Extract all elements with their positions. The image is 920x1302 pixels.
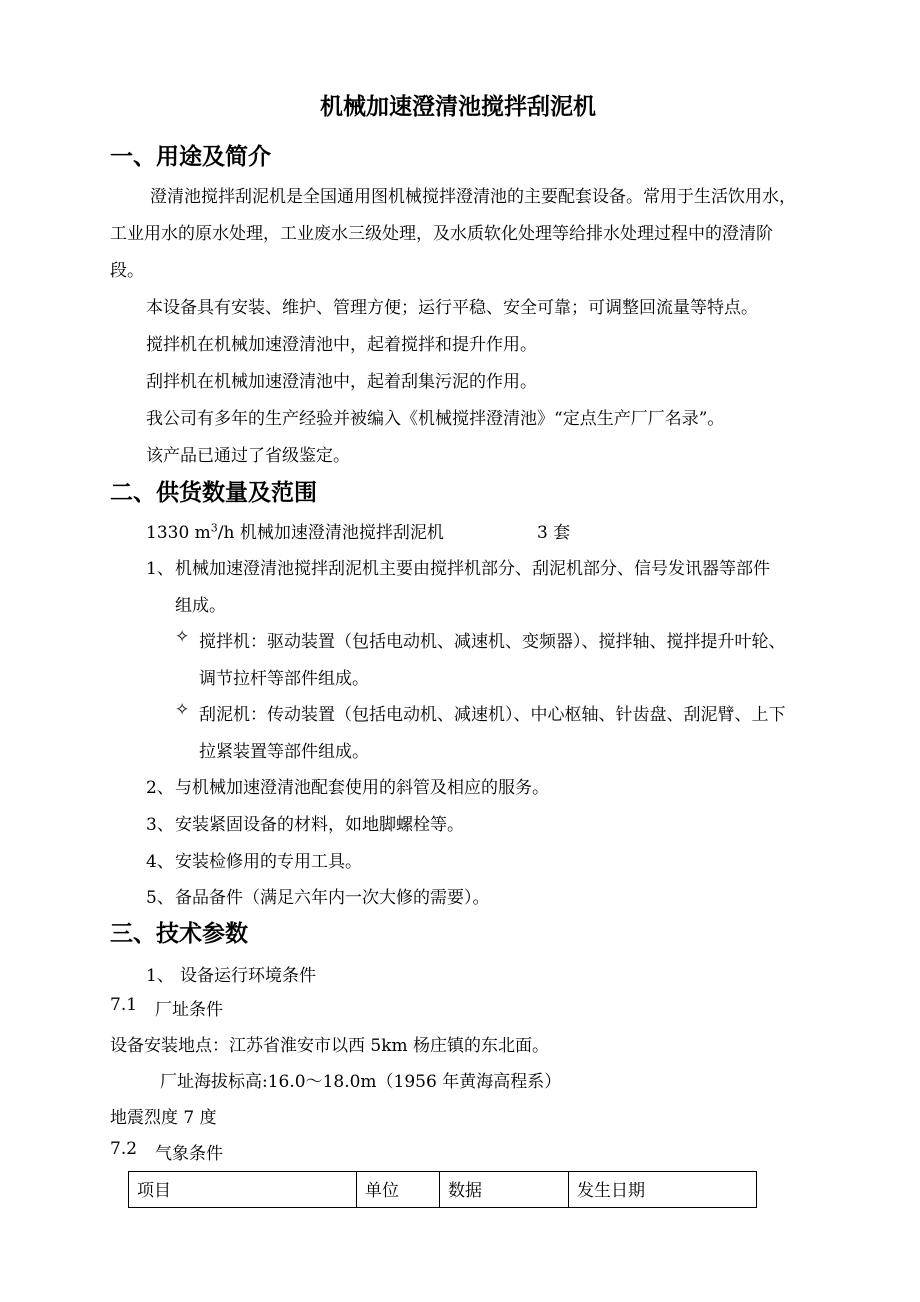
list-item-5: 备品备件（满足六年内一次大修的需要）。	[175, 888, 490, 908]
supply-description: /h 机械加速澄清池搅拌刮泥机	[217, 523, 444, 543]
site-location: 设备安装地点：江苏省淮安市以西 5km 杨庄镇的东北面。	[110, 1036, 550, 1056]
subsection-1-title: 设备运行环境条件	[180, 966, 316, 986]
supply-line	[146, 518, 444, 543]
supply-sets: 3 套	[537, 523, 571, 543]
section-heading-1: 一、用途及简介	[110, 143, 271, 170]
subsection-7-2-title: 气象条件	[155, 1144, 223, 1164]
list-item-4: 安装检修用的专用工具。	[175, 852, 362, 872]
page-title: 机械加速澄清池搅拌刮泥机	[320, 93, 596, 120]
list-item-3: 安装紧固设备的材料，如地脚螺栓等。	[175, 815, 464, 835]
list-item-1-line-1: 机械加速澄清池搅拌刮泥机主要由搅拌机部分、刮泥机部分、信号发讯器等部件	[175, 559, 770, 579]
bullet-scraper-line-2: 拉紧装置等部件组成。	[199, 742, 369, 762]
table-header-data: 数据	[440, 1172, 569, 1208]
table-header-unit: 单位	[357, 1172, 440, 1208]
paragraph-certification: 该产品已通过了省级鉴定。	[146, 446, 350, 466]
bullet-mixer-line-2: 调节拉杆等部件组成。	[199, 669, 369, 689]
section-heading-2: 二、供货数量及范围	[110, 479, 317, 506]
bullet-diamond-icon: ✧	[175, 700, 190, 720]
supply-capacity: 1330 m	[146, 523, 211, 543]
list-item-2-number: 2、	[146, 778, 174, 798]
bullet-scraper-line-1: 刮泥机：传动装置（包括电动机、减速机）、中心枢轴、针齿盘、刮泥臂、上下	[199, 705, 786, 725]
table-header-item: 项目	[129, 1172, 357, 1208]
subsection-7-2-number: 7.2	[110, 1139, 138, 1159]
supply-capacity-exponent: 3	[210, 521, 218, 535]
paragraph-mixer: 搅拌机在机械加速澄清池中，起着搅拌和提升作用。	[146, 335, 537, 355]
list-item-4-number: 4、	[146, 852, 174, 872]
subsection-7-1-number: 7.1	[110, 995, 138, 1015]
list-item-5-number: 5、	[146, 888, 174, 908]
list-item-3-number: 3、	[146, 815, 174, 835]
list-item-1-line-2: 组成。	[175, 596, 226, 616]
paragraph-intro-line-2: 工业用水的原水处理，工业废水三级处理，及水质软化处理等给排水处理过程中的澄清阶	[110, 224, 773, 244]
subsection-1-number: 1、	[146, 966, 174, 986]
section-heading-3: 三、技术参数	[110, 920, 248, 947]
subsection-7-1-title: 厂址条件	[155, 1000, 223, 1020]
bullet-mixer-line-1: 搅拌机：驱动装置（包括电动机、减速机、变频器）、搅拌轴、搅拌提升叶轮、	[199, 632, 786, 652]
weather-table	[128, 1171, 757, 1208]
table-header-row	[129, 1172, 757, 1208]
bullet-diamond-icon: ✧	[175, 627, 190, 647]
list-item-1-number: 1、	[146, 559, 174, 579]
list-item-2: 与机械加速澄清池配套使用的斜管及相应的服务。	[175, 778, 549, 798]
paragraph-intro-line-1: 澄清池搅拌刮泥机是全国通用图机械搅拌澄清池的主要配套设备。常用于生活饮用水，	[150, 187, 796, 207]
paragraph-experience: 我公司有多年的生产经验并被编入《机械搅拌澄清池》“定点生产厂厂名录”。	[146, 409, 725, 429]
paragraph-intro-line-3: 段。	[110, 261, 144, 281]
table-header-date: 发生日期	[569, 1172, 757, 1208]
site-elevation: 厂址海拔标高:16.0～18.0m（1956 年黄海高程系）	[160, 1072, 562, 1092]
paragraph-scraper: 刮拌机在机械加速澄清池中，起着刮集污泥的作用。	[146, 372, 537, 392]
paragraph-features: 本设备具有安装、维护、管理方便；运行平稳、安全可靠；可调整回流量等特点。	[146, 298, 758, 318]
seismic-intensity: 地震烈度 7 度	[110, 1108, 217, 1128]
